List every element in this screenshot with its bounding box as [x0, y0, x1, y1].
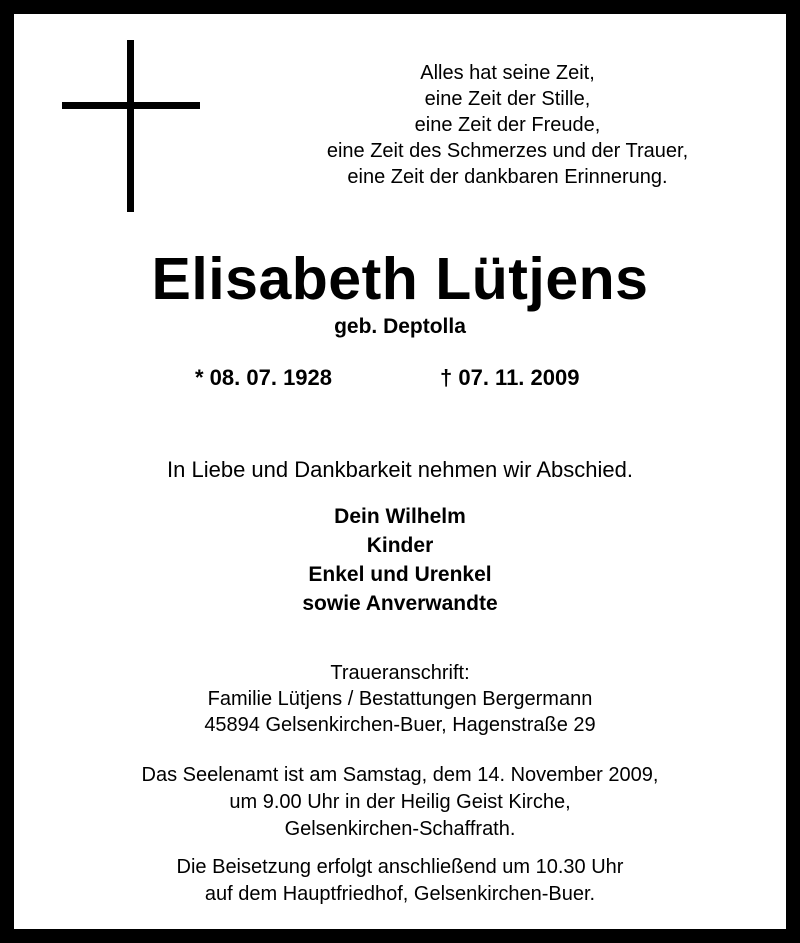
- verse: [290, 60, 725, 190]
- cross-vertical-bar: [127, 40, 134, 212]
- burial-info: [0, 854, 800, 908]
- mass-line: Das Seelenamt ist am Samstag, dem 14. November 2009,: [141, 764, 659, 786]
- address-line: Familie Lütjens / Bestattungen Bergermann: [207, 688, 593, 710]
- mourner-line: Enkel und Urenkel: [308, 563, 492, 586]
- burial-line: auf dem Hauptfriedhof, Gelsenkirchen-Buer.: [204, 883, 596, 905]
- birth-date: * 08. 07. 1928: [195, 365, 333, 390]
- mourner-line: Kinder: [366, 534, 434, 557]
- address-line: 45894 Gelsenkirchen-Buer, Hagenstraße 29: [204, 714, 596, 736]
- maiden-name: geb. Deptolla: [334, 315, 466, 338]
- requiem-mass-info: [0, 762, 800, 843]
- verse-line: eine Zeit des Schmerzes und der Trauer,: [326, 140, 689, 162]
- mourners-list: [0, 502, 800, 618]
- verse-line: eine Zeit der Freude,: [414, 114, 601, 136]
- burial-line: Die Beisetzung erfolgt anschließend um 10.30 Uhr: [176, 856, 624, 878]
- verse-line: Alles hat seine Zeit,: [420, 62, 595, 84]
- cross-horizontal-bar: [62, 102, 200, 109]
- deceased-name: Elisabeth Lütjens: [151, 246, 649, 312]
- death-date: † 07. 11. 2009: [440, 365, 580, 390]
- mass-line: Gelsenkirchen-Schaffrath.: [284, 818, 516, 840]
- mourning-address: [0, 660, 800, 738]
- mourner-line: Dein Wilhelm: [334, 505, 466, 528]
- verse-line: eine Zeit der Stille,: [424, 88, 591, 110]
- mass-line: um 9.00 Uhr in der Heilig Geist Kirche,: [229, 791, 571, 813]
- address-line: Traueranschrift:: [330, 662, 470, 684]
- mourner-line: sowie Anverwandte: [302, 592, 498, 615]
- farewell-text: In Liebe und Dankbarkeit nehmen wir Abschied.: [167, 457, 633, 482]
- verse-line: eine Zeit der dankbaren Erinnerung.: [347, 166, 668, 188]
